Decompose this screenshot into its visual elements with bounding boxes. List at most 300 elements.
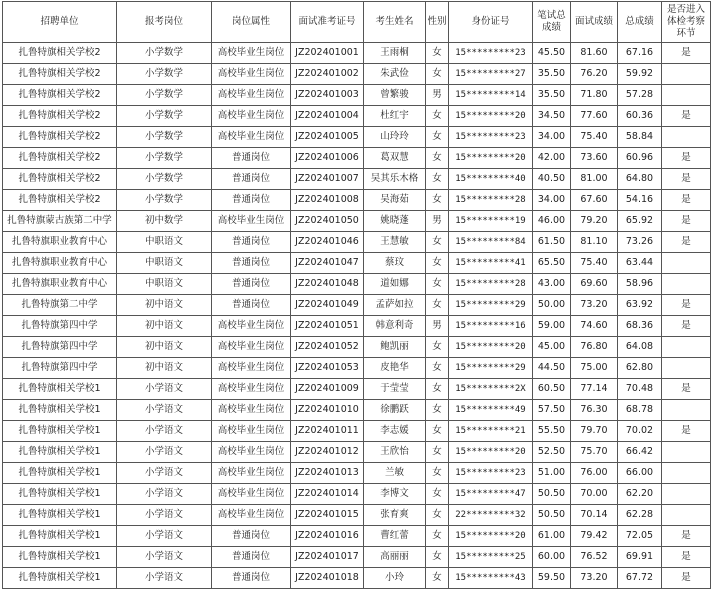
cell-physical-exam — [662, 442, 711, 463]
cell-id-number: 15*********25 — [449, 547, 533, 568]
cell-unit: 扎鲁特旗职业教育中心 — [3, 274, 117, 295]
cell-name: 小玲 — [364, 568, 426, 589]
cell-total-score: 66.42 — [618, 442, 662, 463]
cell-position-type: 高校毕业生岗位 — [212, 484, 291, 505]
cell-total-score: 72.05 — [618, 526, 662, 547]
cell-total-score: 67.72 — [618, 568, 662, 589]
cell-position-type: 高校毕业生岗位 — [212, 127, 291, 148]
table-row — [3, 442, 711, 463]
cell-name: 王欣怡 — [364, 442, 426, 463]
cell-gender: 女 — [426, 337, 449, 358]
table-row — [3, 358, 711, 379]
cell-name: 张育爽 — [364, 505, 426, 526]
cell-interview-score: 76.30 — [571, 400, 618, 421]
cell-unit: 扎鲁特旗相关学校1 — [3, 568, 117, 589]
cell-name: 王慧敏 — [364, 232, 426, 253]
cell-unit: 扎鲁特旗第二中学 — [3, 295, 117, 316]
table-header — [3, 2, 711, 43]
cell-position: 中职语文 — [117, 232, 212, 253]
cell-position-type: 高校毕业生岗位 — [212, 43, 291, 64]
cell-admission-no: JZ202401048 — [291, 274, 364, 295]
cell-written-score: 60.50 — [533, 379, 571, 400]
cell-name: 王雨桐 — [364, 43, 426, 64]
cell-written-score: 50.50 — [533, 505, 571, 526]
cell-position: 初中语文 — [117, 358, 212, 379]
cell-position-type: 高校毕业生岗位 — [212, 85, 291, 106]
cell-id-number: 22*********32 — [449, 505, 533, 526]
cell-id-number: 15*********43 — [449, 568, 533, 589]
cell-position: 小学语文 — [117, 568, 212, 589]
cell-physical-exam: 是 — [662, 169, 711, 190]
cell-position-type: 普通岗位 — [212, 526, 291, 547]
cell-physical-exam: 是 — [662, 547, 711, 568]
table-body — [3, 43, 711, 589]
table-row — [3, 526, 711, 547]
cell-physical-exam — [662, 253, 711, 274]
cell-name: 孟萨如拉 — [364, 295, 426, 316]
table-row — [3, 148, 711, 169]
cell-admission-no: JZ202401009 — [291, 379, 364, 400]
cell-unit: 扎鲁特旗相关学校1 — [3, 379, 117, 400]
cell-unit: 扎鲁特旗职业教育中心 — [3, 253, 117, 274]
cell-name: 韩意利奇 — [364, 316, 426, 337]
cell-admission-no: JZ202401010 — [291, 400, 364, 421]
cell-name: 曹红蕾 — [364, 526, 426, 547]
cell-admission-no: JZ202401015 — [291, 505, 364, 526]
cell-admission-no: JZ202401001 — [291, 43, 364, 64]
cell-position-type: 高校毕业生岗位 — [212, 337, 291, 358]
cell-written-score: 43.00 — [533, 274, 571, 295]
cell-written-score: 55.50 — [533, 421, 571, 442]
cell-admission-no: JZ202401008 — [291, 190, 364, 211]
cell-id-number: 15*********49 — [449, 400, 533, 421]
cell-gender: 女 — [426, 568, 449, 589]
cell-unit: 扎鲁特旗相关学校2 — [3, 85, 117, 106]
header-name: 考生姓名 — [364, 2, 426, 43]
cell-gender: 女 — [426, 64, 449, 85]
cell-position: 小学语文 — [117, 442, 212, 463]
cell-interview-score: 79.20 — [571, 211, 618, 232]
cell-position-type: 普通岗位 — [212, 547, 291, 568]
table-row — [3, 295, 711, 316]
cell-admission-no: JZ202401046 — [291, 232, 364, 253]
cell-total-score: 60.96 — [618, 148, 662, 169]
cell-position: 小学数学 — [117, 169, 212, 190]
cell-total-score: 70.02 — [618, 421, 662, 442]
header-physical-exam: 是否进入体检考察环节 — [662, 2, 711, 43]
cell-written-score: 35.50 — [533, 64, 571, 85]
cell-unit: 扎鲁特旗相关学校1 — [3, 526, 117, 547]
cell-unit: 扎鲁特旗相关学校2 — [3, 190, 117, 211]
cell-written-score: 52.50 — [533, 442, 571, 463]
cell-physical-exam: 是 — [662, 316, 711, 337]
cell-unit: 扎鲁特旗职业教育中心 — [3, 232, 117, 253]
cell-position: 中职语文 — [117, 253, 212, 274]
cell-id-number: 15*********28 — [449, 190, 533, 211]
cell-total-score: 64.08 — [618, 337, 662, 358]
cell-gender: 女 — [426, 169, 449, 190]
cell-written-score: 65.50 — [533, 253, 571, 274]
cell-id-number: 15*********19 — [449, 211, 533, 232]
cell-id-number: 15*********2X — [449, 379, 533, 400]
cell-unit: 扎鲁特旗相关学校1 — [3, 463, 117, 484]
cell-name: 吴其乐木格 — [364, 169, 426, 190]
cell-gender: 女 — [426, 526, 449, 547]
cell-admission-no: JZ202401005 — [291, 127, 364, 148]
cell-position-type: 高校毕业生岗位 — [212, 106, 291, 127]
results-table — [2, 1, 711, 589]
cell-position-type: 普通岗位 — [212, 232, 291, 253]
table-row — [3, 421, 711, 442]
cell-total-score: 62.20 — [618, 484, 662, 505]
cell-physical-exam — [662, 484, 711, 505]
table-row — [3, 274, 711, 295]
cell-name: 徐鹏跃 — [364, 400, 426, 421]
cell-interview-score: 81.60 — [571, 43, 618, 64]
cell-unit: 扎鲁特旗相关学校1 — [3, 547, 117, 568]
cell-physical-exam: 是 — [662, 232, 711, 253]
cell-gender: 女 — [426, 400, 449, 421]
header-gender: 性别 — [426, 2, 449, 43]
cell-id-number: 15*********29 — [449, 358, 533, 379]
cell-physical-exam — [662, 505, 711, 526]
table-row — [3, 106, 711, 127]
cell-physical-exam — [662, 358, 711, 379]
cell-interview-score: 76.00 — [571, 463, 618, 484]
cell-gender: 女 — [426, 253, 449, 274]
cell-admission-no: JZ202401013 — [291, 463, 364, 484]
cell-interview-score: 77.14 — [571, 379, 618, 400]
header-written-score: 笔试总成绩 — [533, 2, 571, 43]
cell-position: 小学数学 — [117, 85, 212, 106]
cell-total-score: 68.78 — [618, 400, 662, 421]
cell-total-score: 64.80 — [618, 169, 662, 190]
cell-unit: 扎鲁特旗相关学校2 — [3, 64, 117, 85]
header-position: 报考岗位 — [117, 2, 212, 43]
cell-name: 吴海茹 — [364, 190, 426, 211]
header-admission-no: 面试准考证号 — [291, 2, 364, 43]
cell-id-number: 15*********20 — [449, 106, 533, 127]
cell-gender: 女 — [426, 442, 449, 463]
cell-name: 兰敏 — [364, 463, 426, 484]
cell-total-score: 58.84 — [618, 127, 662, 148]
cell-interview-score: 81.10 — [571, 232, 618, 253]
cell-id-number: 15*********40 — [449, 169, 533, 190]
cell-gender: 女 — [426, 106, 449, 127]
cell-position-type: 普通岗位 — [212, 568, 291, 589]
table-row — [3, 337, 711, 358]
cell-interview-score: 71.80 — [571, 85, 618, 106]
cell-name: 山玲玲 — [364, 127, 426, 148]
cell-gender: 男 — [426, 316, 449, 337]
cell-total-score: 62.28 — [618, 505, 662, 526]
cell-total-score: 73.26 — [618, 232, 662, 253]
cell-gender: 女 — [426, 127, 449, 148]
cell-total-score: 67.16 — [618, 43, 662, 64]
cell-id-number: 15*********27 — [449, 64, 533, 85]
cell-position: 小学语文 — [117, 484, 212, 505]
cell-total-score: 62.80 — [618, 358, 662, 379]
cell-admission-no: JZ202401052 — [291, 337, 364, 358]
cell-id-number: 15*********14 — [449, 85, 533, 106]
cell-physical-exam — [662, 400, 711, 421]
cell-physical-exam: 是 — [662, 421, 711, 442]
cell-id-number: 15*********23 — [449, 43, 533, 64]
cell-interview-score: 79.42 — [571, 526, 618, 547]
cell-id-number: 15*********16 — [449, 316, 533, 337]
cell-written-score: 61.00 — [533, 526, 571, 547]
table-row — [3, 505, 711, 526]
cell-written-score: 50.50 — [533, 484, 571, 505]
cell-written-score: 34.00 — [533, 190, 571, 211]
table-row — [3, 253, 711, 274]
header-id-number: 身份证号 — [449, 2, 533, 43]
table-row — [3, 127, 711, 148]
cell-written-score: 59.50 — [533, 568, 571, 589]
cell-unit: 扎鲁特旗相关学校1 — [3, 505, 117, 526]
cell-interview-score: 75.00 — [571, 358, 618, 379]
cell-position-type: 普通岗位 — [212, 253, 291, 274]
cell-position: 初中数学 — [117, 211, 212, 232]
cell-written-score: 42.00 — [533, 148, 571, 169]
header-unit: 招聘单位 — [3, 2, 117, 43]
cell-position-type: 高校毕业生岗位 — [212, 379, 291, 400]
cell-gender: 女 — [426, 43, 449, 64]
cell-interview-score: 73.20 — [571, 568, 618, 589]
cell-physical-exam: 是 — [662, 106, 711, 127]
cell-gender: 女 — [426, 232, 449, 253]
cell-total-score: 63.44 — [618, 253, 662, 274]
cell-admission-no: JZ202401004 — [291, 106, 364, 127]
cell-position: 小学数学 — [117, 64, 212, 85]
cell-physical-exam — [662, 337, 711, 358]
cell-interview-score: 81.00 — [571, 169, 618, 190]
cell-written-score: 45.50 — [533, 43, 571, 64]
header-row — [3, 2, 711, 43]
cell-position: 初中语文 — [117, 316, 212, 337]
cell-admission-no: JZ202401012 — [291, 442, 364, 463]
cell-interview-score: 75.40 — [571, 127, 618, 148]
cell-total-score: 58.96 — [618, 274, 662, 295]
cell-id-number: 15*********29 — [449, 295, 533, 316]
cell-position: 小学语文 — [117, 421, 212, 442]
cell-physical-exam: 是 — [662, 379, 711, 400]
cell-admission-no: JZ202401011 — [291, 421, 364, 442]
table-row — [3, 85, 711, 106]
cell-name: 姚晓蓬 — [364, 211, 426, 232]
table-row — [3, 211, 711, 232]
cell-admission-no: JZ202401016 — [291, 526, 364, 547]
cell-total-score: 68.36 — [618, 316, 662, 337]
cell-physical-exam: 是 — [662, 526, 711, 547]
cell-position: 小学语文 — [117, 379, 212, 400]
table-row — [3, 379, 711, 400]
cell-gender: 女 — [426, 484, 449, 505]
cell-unit: 扎鲁特旗相关学校1 — [3, 400, 117, 421]
cell-name: 朱武俭 — [364, 64, 426, 85]
cell-interview-score: 74.60 — [571, 316, 618, 337]
cell-position-type: 高校毕业生岗位 — [212, 358, 291, 379]
cell-total-score: 54.16 — [618, 190, 662, 211]
cell-position-type: 普通岗位 — [212, 148, 291, 169]
table-row — [3, 232, 711, 253]
cell-written-score: 60.00 — [533, 547, 571, 568]
cell-position-type: 普通岗位 — [212, 295, 291, 316]
cell-unit: 扎鲁特旗相关学校2 — [3, 43, 117, 64]
cell-id-number: 15*********41 — [449, 253, 533, 274]
cell-written-score: 61.50 — [533, 232, 571, 253]
cell-written-score: 50.00 — [533, 295, 571, 316]
cell-total-score: 59.92 — [618, 64, 662, 85]
header-total-score: 总成绩 — [618, 2, 662, 43]
cell-gender: 男 — [426, 85, 449, 106]
cell-interview-score: 76.80 — [571, 337, 618, 358]
cell-position-type: 高校毕业生岗位 — [212, 400, 291, 421]
cell-interview-score: 76.52 — [571, 547, 618, 568]
cell-id-number: 15*********20 — [449, 442, 533, 463]
cell-physical-exam — [662, 127, 711, 148]
cell-position: 小学语文 — [117, 547, 212, 568]
cell-name: 蔡玟 — [364, 253, 426, 274]
cell-id-number: 15*********20 — [449, 337, 533, 358]
cell-interview-score: 70.14 — [571, 505, 618, 526]
cell-name: 杜红宇 — [364, 106, 426, 127]
cell-physical-exam — [662, 274, 711, 295]
table-row — [3, 169, 711, 190]
cell-total-score: 60.36 — [618, 106, 662, 127]
header-position-type: 岗位属性 — [212, 2, 291, 43]
cell-unit: 扎鲁特旗相关学校2 — [3, 106, 117, 127]
cell-written-score: 57.50 — [533, 400, 571, 421]
cell-written-score: 59.00 — [533, 316, 571, 337]
cell-position-type: 高校毕业生岗位 — [212, 505, 291, 526]
cell-name: 于莹莹 — [364, 379, 426, 400]
cell-unit: 扎鲁特旗相关学校1 — [3, 442, 117, 463]
cell-unit: 扎鲁特旗第四中学 — [3, 358, 117, 379]
cell-unit: 扎鲁特旗相关学校2 — [3, 169, 117, 190]
cell-position: 小学数学 — [117, 190, 212, 211]
cell-interview-score: 77.60 — [571, 106, 618, 127]
cell-unit: 扎鲁特旗相关学校1 — [3, 421, 117, 442]
table-row — [3, 43, 711, 64]
cell-gender: 女 — [426, 463, 449, 484]
cell-position: 小学语文 — [117, 526, 212, 547]
cell-interview-score: 67.60 — [571, 190, 618, 211]
cell-gender: 女 — [426, 190, 449, 211]
cell-written-score: 35.50 — [533, 85, 571, 106]
cell-position-type: 普通岗位 — [212, 169, 291, 190]
cell-position: 小学数学 — [117, 106, 212, 127]
cell-physical-exam — [662, 463, 711, 484]
cell-position-type: 高校毕业生岗位 — [212, 211, 291, 232]
cell-admission-no: JZ202401050 — [291, 211, 364, 232]
cell-admission-no: JZ202401006 — [291, 148, 364, 169]
cell-id-number: 15*********21 — [449, 421, 533, 442]
cell-gender: 女 — [426, 421, 449, 442]
cell-position: 小学语文 — [117, 505, 212, 526]
cell-total-score: 57.28 — [618, 85, 662, 106]
cell-position-type: 高校毕业生岗位 — [212, 316, 291, 337]
cell-written-score: 46.00 — [533, 211, 571, 232]
table-row — [3, 64, 711, 85]
cell-position: 初中语文 — [117, 337, 212, 358]
cell-gender: 女 — [426, 505, 449, 526]
cell-written-score: 51.00 — [533, 463, 571, 484]
cell-admission-no: JZ202401053 — [291, 358, 364, 379]
table-row — [3, 484, 711, 505]
cell-gender: 女 — [426, 358, 449, 379]
cell-id-number: 15*********20 — [449, 148, 533, 169]
cell-physical-exam: 是 — [662, 43, 711, 64]
cell-position: 初中语文 — [117, 295, 212, 316]
cell-written-score: 44.50 — [533, 358, 571, 379]
cell-physical-exam: 是 — [662, 295, 711, 316]
cell-unit: 扎鲁特旗蒙古族第二中学 — [3, 211, 117, 232]
cell-total-score: 63.92 — [618, 295, 662, 316]
cell-id-number: 15*********23 — [449, 463, 533, 484]
cell-position-type: 高校毕业生岗位 — [212, 64, 291, 85]
cell-written-score: 40.50 — [533, 169, 571, 190]
cell-position: 小学数学 — [117, 148, 212, 169]
cell-gender: 女 — [426, 379, 449, 400]
cell-position: 小学语文 — [117, 463, 212, 484]
cell-position-type: 高校毕业生岗位 — [212, 421, 291, 442]
cell-interview-score: 73.20 — [571, 295, 618, 316]
cell-id-number: 15*********23 — [449, 127, 533, 148]
cell-gender: 女 — [426, 148, 449, 169]
cell-physical-exam: 是 — [662, 190, 711, 211]
cell-name: 李志媛 — [364, 421, 426, 442]
cell-interview-score: 69.60 — [571, 274, 618, 295]
cell-written-score: 45.00 — [533, 337, 571, 358]
table-row — [3, 463, 711, 484]
cell-admission-no: JZ202401049 — [291, 295, 364, 316]
cell-gender: 女 — [426, 547, 449, 568]
cell-gender: 女 — [426, 274, 449, 295]
cell-unit: 扎鲁特旗第四中学 — [3, 316, 117, 337]
table-row — [3, 316, 711, 337]
cell-physical-exam: 是 — [662, 568, 711, 589]
cell-physical-exam — [662, 64, 711, 85]
cell-unit: 扎鲁特旗相关学校2 — [3, 148, 117, 169]
cell-written-score: 34.00 — [533, 127, 571, 148]
cell-admission-no: JZ202401003 — [291, 85, 364, 106]
cell-unit: 扎鲁特旗第四中学 — [3, 337, 117, 358]
cell-admission-no: JZ202401007 — [291, 169, 364, 190]
cell-physical-exam: 是 — [662, 148, 711, 169]
cell-unit: 扎鲁特旗相关学校1 — [3, 484, 117, 505]
cell-admission-no: JZ202401014 — [291, 484, 364, 505]
cell-position: 小学数学 — [117, 127, 212, 148]
cell-id-number: 15*********20 — [449, 526, 533, 547]
cell-name: 曾繁骏 — [364, 85, 426, 106]
cell-gender: 男 — [426, 211, 449, 232]
cell-physical-exam: 是 — [662, 211, 711, 232]
cell-position: 中职语文 — [117, 274, 212, 295]
cell-unit: 扎鲁特旗相关学校2 — [3, 127, 117, 148]
cell-position-type: 普通岗位 — [212, 190, 291, 211]
cell-total-score: 66.00 — [618, 463, 662, 484]
cell-gender: 女 — [426, 295, 449, 316]
cell-interview-score: 75.40 — [571, 253, 618, 274]
table-row — [3, 190, 711, 211]
cell-physical-exam — [662, 85, 711, 106]
cell-id-number: 15*********84 — [449, 232, 533, 253]
header-interview-score: 面试成绩 — [571, 2, 618, 43]
cell-admission-no: JZ202401002 — [291, 64, 364, 85]
cell-position: 小学数学 — [117, 43, 212, 64]
cell-position-type: 高校毕业生岗位 — [212, 442, 291, 463]
